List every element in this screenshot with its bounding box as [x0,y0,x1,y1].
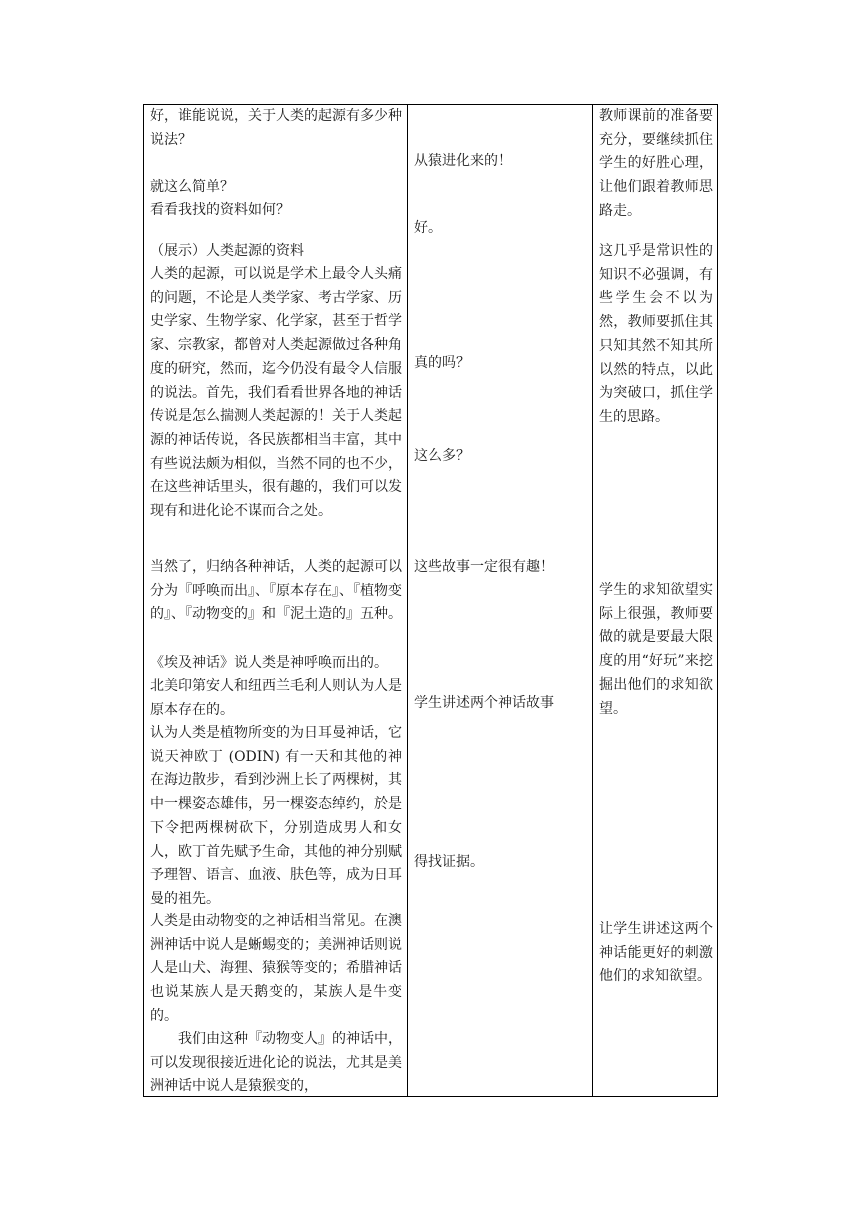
student-reply: 这些故事一定很有趣！ [414,559,554,575]
animal-myth: 人类是由动物变的之神话相当常见。在澳洲神话中说人是蜥蜴变的；美洲神话则说人是山犬、海狸、猿猴等变的；希腊神话也说某族人是天鹅变的，某族人是牛变的。 [150,913,402,1024]
origin-text: 人类的起源，可以说是学术上最令人头痛的问题，不论是人类学家、考古学家、历史学家、生物学家、化学家，甚至于哲学家、宗教家，都曾对人类起源做过各种角度的研究，然而，迄今仍没有最令人信服的说法。首先，我们看看世界各地的神话传说是怎么揣测人类起源的！关于人类起源的神话传说，各民族都相当丰富，其中有些说法颇为相似，当然不同的也不少，在这些神话里头，很有趣的，我们可以发现有和进化论不谋而合之处。 [150,266,402,520]
student-reply: 得找证据。 [414,854,484,870]
native-myth: 北美印第安人和纽西兰毛利人则认为人是原本存在的。 [150,678,402,718]
student-activity-column [414,105,586,1096]
teacher-followup: 就这么简单？ [150,179,234,195]
student-reply: 好。 [414,220,442,236]
design-note: 让学生讲述这两个神话能更好的刺激他们的求知欲望。 [599,921,713,985]
design-note: 学生的求知欲望实际上很强，教师要做的就是要最大限度的用“好玩”来挖掘出他们的求知欲望。 [599,582,713,717]
evolution-link: 我们由这种『动物变人』的神话中，可以发现很接近进化论的说法，尤其是美洲神话中说人是猿猴变的， [150,1031,402,1095]
teacher-activity-column [150,105,402,1096]
lesson-table [143,104,718,1097]
design-notes-column [599,105,713,1096]
column-divider [592,105,593,1096]
myth-categories: 当然了，归纳各种神话，人类的起源可以分为『呼唤而出』、『原本存在』、『植物变的』、『动物变的』和『泥土造的』五种。 [150,559,402,623]
design-note: 这几乎是常识性的知识不必强调，有些学生会不以为然，教师要抓住其只知其然不知其所以然的特点，以此为突破口，抓住学生的思路。 [599,243,713,425]
column-divider [407,105,408,1096]
teacher-question: 好，谁能说说，关于人类的起源有多少种说法？ [150,108,402,148]
teacher-materials-prompt: 看看我找的资料如何？ [150,202,290,218]
student-reply: 真的吗？ [414,355,470,371]
egypt-myth: 《埃及神话》说人类是神呼唤而出的。 [150,655,388,671]
student-reply: 这么多？ [414,448,470,464]
design-note: 教师课前的准备要充分，要继续抓住学生的好胜心理，让他们跟着教师思路走。 [599,108,713,219]
student-activity: 学生讲述两个神话故事 [414,695,554,711]
germanic-myth: 认为人类是植物所变的为日耳曼神话，它说天神欧丁 (ODIN) 有一天和其他的神在海边散步，看到沙洲上长了两棵树，其中一棵姿态雄伟，另一棵姿态绰约，於是下令把两棵树砍下，分别造成男人和女人，欧丁首先赋予生命，其他的神分别赋予理智、语言、血液、肤色等，成为日耳曼的祖先。 [150,725,402,907]
materials-heading: （展示）人类起源的资料 [150,243,304,259]
student-reply: 从猿进化来的！ [414,153,512,169]
